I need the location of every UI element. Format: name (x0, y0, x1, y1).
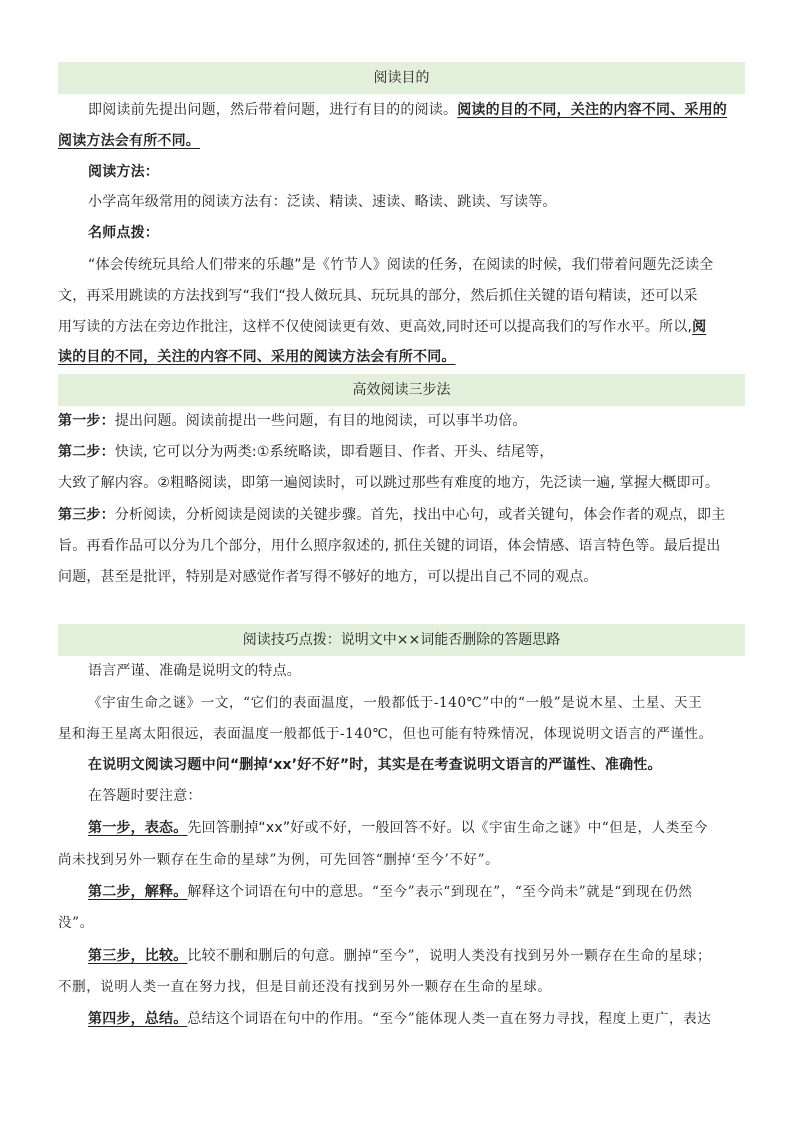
step3-line-3: 问题，甚至是批评，特别是对感觉作者写得不够好的地方，可以提出自己不同的观点。 (58, 569, 598, 585)
answer-step-text: 删掉“至今”，说明人类没有找到另外一颗存在生命的星球； (343, 948, 712, 964)
example-line-1: 《宇宙生命之谜》一文，“它们的表面温度，一般都低于-140℃”中的“一般”是说木星、土星、天王 (88, 695, 703, 711)
step3-line (58, 500, 748, 530)
answer-step-text: “至今”表示“到现在”，“至今尚未”就是“到现在仍然 (372, 884, 693, 900)
tips-line-3 (58, 312, 748, 342)
step-text: 提出问题。阅读前提出一些问题，有目的地阅读，可以事半功倍。 (114, 413, 527, 429)
answer-step-label: 第一步，表态。 (88, 820, 188, 836)
answer-step-text: 《宇宙生命之谜》中“但是，人类至今 (474, 820, 708, 836)
tips-line-2: 文，再采用跳读的方法找到写“我们“投人傚玩具、玩玩具的部分，然后抓住关键的语句精读，还可以采 (58, 288, 698, 304)
answer-step-text: 总结这个词语在句中的作用。 (187, 1011, 373, 1027)
step-text: 快读, 它可以分为两类:①系统略读，即看题目、作者、开头、结尾等， (114, 444, 554, 460)
step-text: 分析阅读，分析阅读是阅读的关键步骤。首先，找出中心句，或者关键句，体会作者的观点，即主 (114, 507, 726, 523)
purpose-emphasis: 阅读的目的不同，关注的内容不同、采用的 (457, 102, 728, 118)
answer-step1 (88, 813, 748, 843)
intro-line: 语言严谨、准确是说明文的特点。 (88, 663, 301, 679)
answer-step2-line2: 没”。 (58, 915, 94, 931)
answer-step-label: 第二步，解释。 (88, 884, 188, 900)
step-label: 第一步： (58, 413, 115, 429)
methods-text: 小学高年级常用的阅读方法有：泛读、精读、速读、略读、跳读、写读等。 (88, 194, 557, 210)
answer-step-text: “至今”能体现人类一直在努力寻找，程度上更广，表达 (372, 1011, 712, 1027)
answer-step-label: 第四步，总结。 (88, 1011, 188, 1027)
step2-line-2: 大致了解内容。②粗略阅读，即第一遍阅读时，可以跳过那些有难度的地方，先泛读一遍, 掌握大概即可。 (58, 475, 720, 491)
answer-step-text: 比较不删和删后的句意。 (187, 948, 344, 964)
tips-label: 名师点拨： (88, 225, 159, 241)
purpose-emphasis-cont: 阅读方法会有所不同。 (58, 133, 200, 149)
tips-text: 用写读的方法在旁边作批注，这样不仅使阅读更有效、更高效,同时还可以提高我们的写作水平。所以, (58, 319, 693, 335)
tips-emphasis-cont: 读的目的不同，关注的内容不同、采用的阅读方法会有所不同。 (58, 349, 456, 365)
answer-step3-line2: 不删，说明人类一直在努力找，但是目前还没有找到另外一颗存在生命的星球。 (58, 979, 552, 995)
tips-emphasis: 阅 (692, 319, 707, 335)
section-heading-skill-tips (58, 624, 745, 656)
methods-label: 阅读方法： (88, 164, 159, 180)
step3-line-2: 旨。再看作品可以分为几个部分，用什么照序叙述的, 抓住关键的词语，体会情感、语言特色等。最后提出 (58, 538, 721, 554)
answer-step1-line2: 尚未找到另外一颗存在生命的星球”为例，可先回答“删掉‘至今’不好”。 (58, 852, 500, 868)
answer-step-label: 第三步，比较。 (88, 948, 188, 964)
answer-step3 (88, 941, 748, 971)
step1-line (58, 406, 748, 436)
step2-line (58, 437, 748, 467)
step-label: 第三步： (58, 507, 115, 523)
example-line-2: 星和海王星离太阳很远，表面温度一般都低于-140℃，但也可能有特殊情况，体现说明文语言的严谨性。 (58, 726, 713, 742)
tips-line-1: “体会传统玩具给人们带来的乐趣”是《竹节人》阅读的任务，在阅读的时候，我们带着问题先泛读全 (88, 257, 714, 273)
heading-text: 高效阅读三步法 (352, 382, 451, 398)
answer-step-text: 解释这个词语在句中的意思。 (187, 884, 373, 900)
heading-text: 阅读目的 (373, 70, 430, 86)
answer-step-text: 先回答删掉“xx”好或不好，一般回答不好。以 (187, 820, 475, 836)
purpose-text: 即阅读前先提出问题，然后带着问题，进行有目的的阅读。 (88, 102, 458, 118)
tips-line-4 (58, 342, 748, 372)
answer-step4 (88, 1004, 748, 1034)
purpose-paragraph-line2 (58, 126, 748, 156)
step-label: 第二步： (58, 444, 115, 460)
purpose-paragraph (88, 95, 748, 125)
answer-step2 (88, 877, 748, 907)
note-line: 在答题时要注意： (88, 788, 202, 804)
heading-text: 阅读技巧点拨：说明文中××词能否删除的答题思路 (242, 632, 561, 648)
key-point: 在说明文阅读习题中问“删掉‘xx’好不好”时，其实是在考查说明文语言的严谨性、准确性。 (88, 757, 662, 773)
section-heading-three-steps (58, 374, 745, 406)
section-heading-reading-purpose (58, 62, 745, 94)
